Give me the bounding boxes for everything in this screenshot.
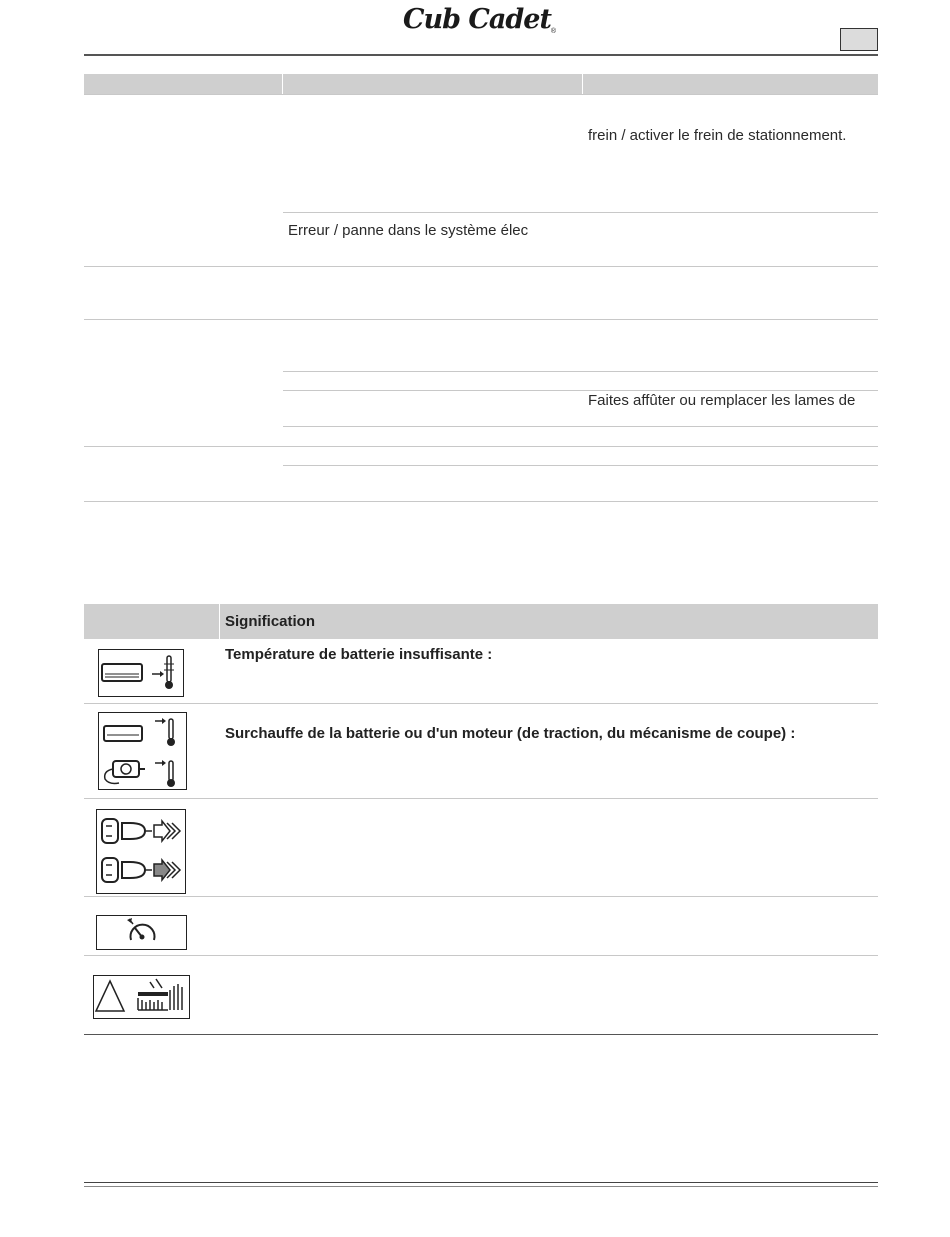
footer-rule xyxy=(84,1182,878,1183)
brand-name: Cub Cadet xyxy=(403,4,551,35)
table-row-divider xyxy=(84,94,878,95)
header-rule xyxy=(84,54,878,56)
symbol-meaning-text: Surchauffe de la batterie ou d'un moteur (de traction, du mécanisme de coupe) : xyxy=(225,725,796,742)
header-separator xyxy=(219,604,220,639)
brand-registered-mark: ® xyxy=(550,28,557,35)
table-bottom-rule xyxy=(84,1034,878,1035)
table-row-divider xyxy=(283,465,878,466)
table-row-divider xyxy=(283,212,878,213)
symbol-meaning-text: Température de batterie insuffisante : xyxy=(225,646,493,663)
brand-logo xyxy=(403,4,583,36)
header-separator xyxy=(582,74,583,94)
table-row-divider xyxy=(84,319,878,320)
battery-motor-overheat-icon xyxy=(98,712,187,790)
meaning-column-header: Signification xyxy=(225,613,315,630)
table-row-divider xyxy=(84,798,878,799)
speedometer-icon xyxy=(96,915,187,950)
table-row-divider xyxy=(84,266,878,267)
header-separator xyxy=(282,74,283,94)
symbols-table-header xyxy=(84,604,878,639)
cause-text: Erreur / panne dans le système élec xyxy=(288,222,529,239)
plug-connection-icon xyxy=(96,809,186,894)
table-row-divider xyxy=(283,426,878,427)
table-row-divider xyxy=(84,446,878,447)
table-row-divider xyxy=(84,703,878,704)
battery-temperature-icon xyxy=(98,649,184,697)
table-row-divider xyxy=(84,955,878,956)
solution-text: Faites affûter ou remplacer les lames de xyxy=(588,392,856,409)
table-row-divider xyxy=(84,896,878,897)
footer-rule xyxy=(84,1186,878,1187)
solution-text: frein / activer le frein de stationnement. xyxy=(588,127,847,144)
warning-cutting-blade-icon xyxy=(93,975,190,1019)
page-number-box xyxy=(840,28,878,51)
table-row-divider xyxy=(283,390,878,391)
troubleshooting-table-header xyxy=(84,74,878,94)
table-row-divider xyxy=(283,371,878,372)
table-row-divider xyxy=(84,501,878,502)
